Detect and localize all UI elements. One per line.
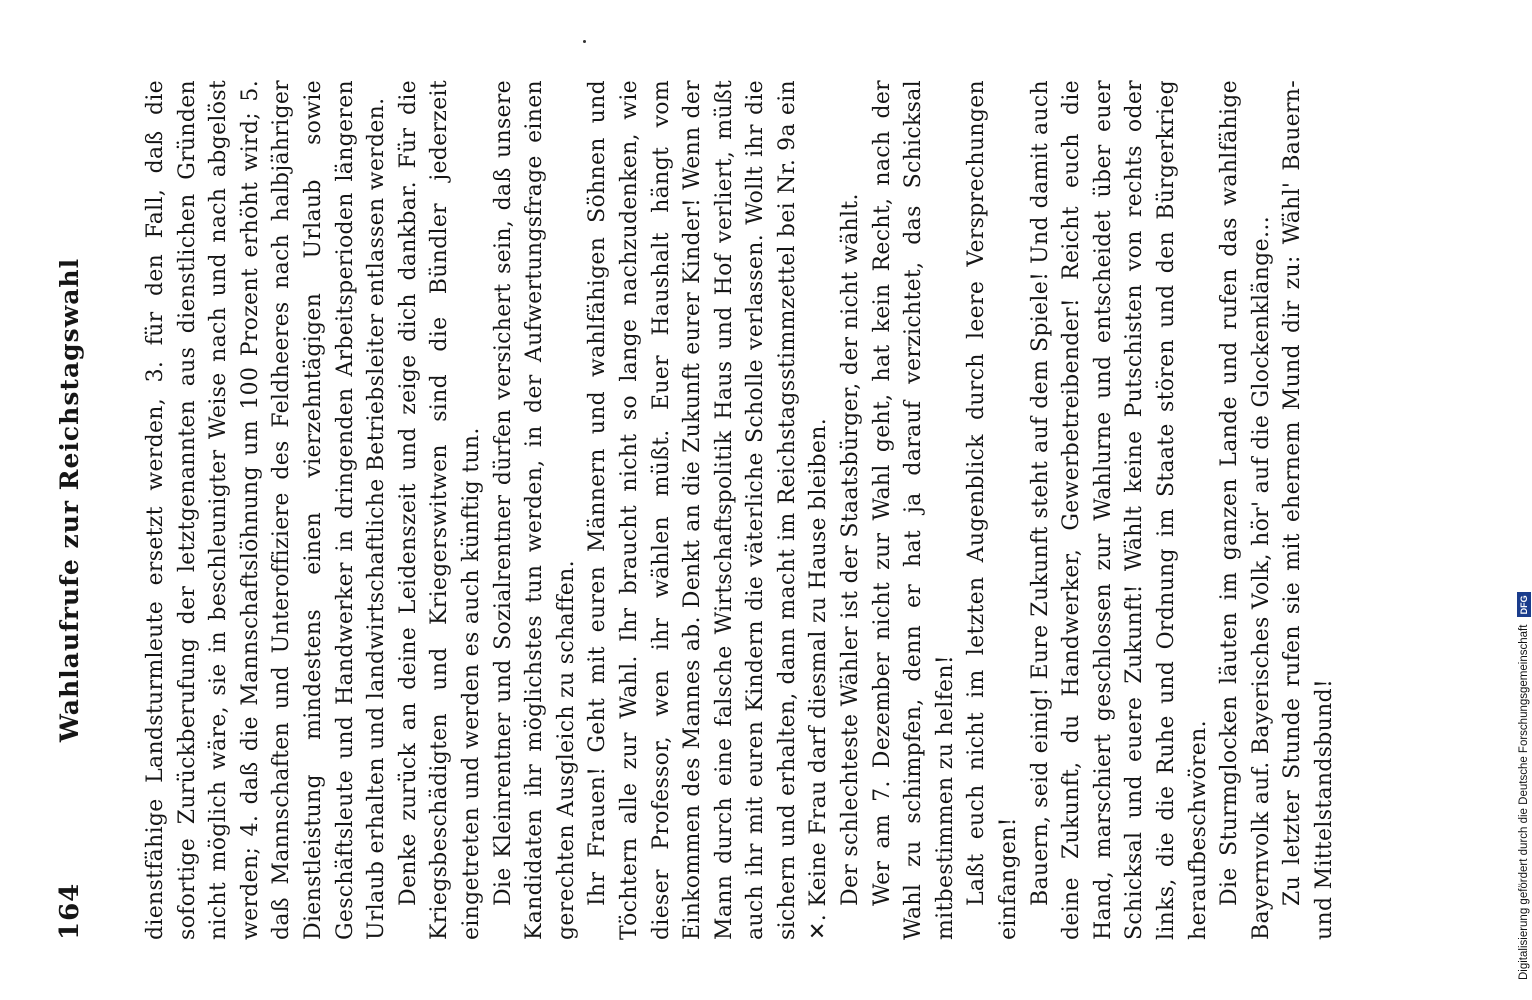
book-page	[50, 60, 1490, 940]
paragraph: Bauern, seid einig! Eure Zukunft steht auf dem Spiele! Und damit auch deine Zukunft, du Handwerker, Gewerbetreibender! Reicht euch die Hand, marschiert geschlossen zur Wahlurne und entscheidet über euer Schicksal und euere Zukunft! Wählt keine Putschisten von rechts oder links, die die Ruhe und Ordnung im Staate stören und den Bürgerkrieg heraufbeschwören.	[1027, 80, 1211, 940]
paragraph: dienstfähige Landsturmleute ersetzt werden, 3. für den Fall, daß die sofortige Zurückberufung der letztgenannten aus dienstlichen Gründen nicht möglich wäre, sie in beschleunigter Weise nach und nach abgelöst werden; 4. daß die Mannschaftslöhnung um 100 Prozent erhöht wird; 5. daß Mannschaften und Unteroffiziere des Feldheeres nach halbjähriger Dienstleistung mindestens einen vierzehntägigen Urlaub sowie Geschäftsleute und Handwerker in dringenden Arbeitsperioden längeren Urlaub erhalten und landwirtschaftliche Betriebsleiter entlassen werden.	[143, 80, 390, 940]
digitization-note-text: Digitalisierung gefördert durch die Deutsche Forschungsgemeinschaft	[1518, 624, 1530, 980]
digitization-note	[1516, 20, 1532, 980]
page-header	[50, 60, 90, 940]
paragraph: Der schlechteste Wähler ist der Staatsbürger, der nicht wählt.	[838, 193, 864, 906]
paragraph: Ihr Frauen! Geht mit euren Männern und wahlfähigen Söhnen und Töchtern alle zur Wahl. Ihr braucht nicht so lange nachzudenken, wie dieser Professor, wen ihr wählen müßt. Euer Haushalt hängt vom Einkommen des Mannes ab. Denkt an die Zukunft eurer Kinder! Wenn der Mann durch eine falsche Wirtschaftspolitik Haus und Hof verliert, müßt auch ihr mit euren Kindern die väterliche Scholle verlassen. Wollt ihr die sichern und erhalten, dann macht im Reichstagsstimmzettel bei Nr. 9a ein ✕. Keine Frau darf diesmal zu Hause bleiben.	[585, 80, 832, 940]
scan-speck	[583, 40, 586, 43]
paragraph: Zu letzter Stunde rufen sie mit ehernem Mund dir zu: Wähl' Bauern- und Mittelstandsbund!	[1280, 80, 1337, 940]
page-number: 164	[55, 882, 85, 940]
running-title: Wahlaufrufe zur Reichstagswahl	[55, 257, 84, 743]
paragraph: Die Kleinrentner und Sozialrentner dürfen versichert sein, daß unsere Kandidaten ihr möglichstes tun werden, in der Aufwertungsfrage einen gerechten Ausgleich zu schaffen.	[490, 80, 579, 940]
paragraph: Laßt euch nicht im letzten Augenblick durch leere Versprechungen einfangen!	[964, 80, 1022, 940]
page-body	[140, 80, 1341, 940]
dfg-logo-icon: DFG	[1517, 592, 1531, 617]
paragraph: Denke zurück an deine Leidenszeit und zeige dich dankbar. Für die Kriegsbeschädigten und Kriegerswitwen sind die Bündler jederzeit eingetreten und werden es auch künftig tun.	[395, 80, 484, 940]
paragraph: Die Sturmglocken läuten im ganzen Lande und rufen das wahlfähige Bayernvolk auf. Bayerisches Volk, hör' auf die Glockenklänge…	[1217, 80, 1274, 940]
paragraph: Wer am 7. Dezember nicht zur Wahl geht, hat kein Recht, nach der Wahl zu schimpfen, denn er hat ja darauf verzichtet, das Schicksal mitbestimmen zu helfen!	[869, 80, 958, 940]
